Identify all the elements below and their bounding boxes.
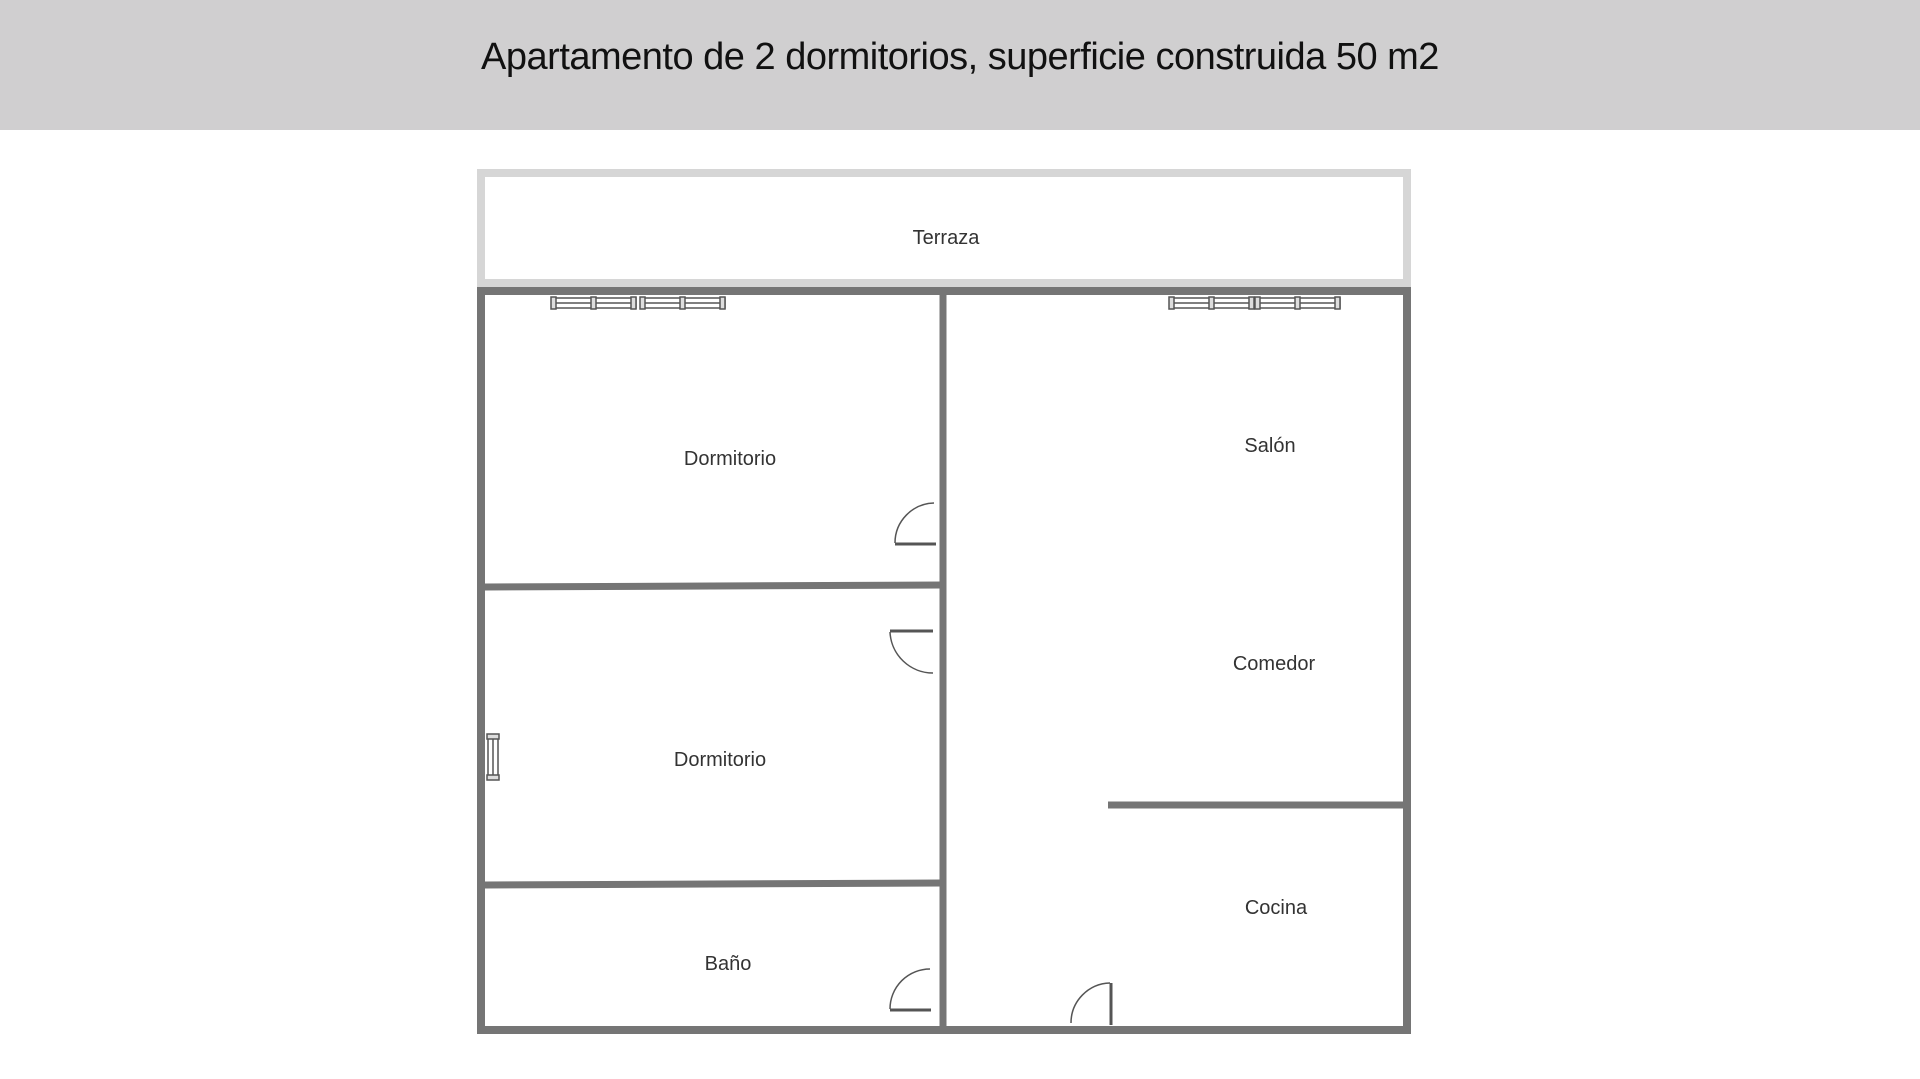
room-label-terrace: Terraza xyxy=(912,227,980,249)
bedroom-divider-wall xyxy=(485,585,943,587)
window-bedroom-2 xyxy=(487,734,499,780)
room-label-bedroom-2: Dormitorio xyxy=(673,749,767,771)
door-bedroom-1 xyxy=(895,503,936,544)
door-bathroom xyxy=(890,969,931,1010)
door-bedroom-2 xyxy=(890,631,933,673)
window-bedroom-1 xyxy=(551,297,725,309)
door-entrance xyxy=(1071,983,1111,1025)
room-label-bedroom-1: Dormitorio xyxy=(683,448,777,470)
room-label-kitchen: Cocina xyxy=(1244,897,1308,919)
bathroom-wall xyxy=(485,883,943,885)
room-label-dining: Comedor xyxy=(1232,653,1316,675)
page-title: Apartamento de 2 dormitorios, superficie construida 50 m2 xyxy=(481,36,1439,78)
room-label-living: Salón xyxy=(1244,435,1296,457)
window-living xyxy=(1169,297,1340,309)
room-label-bathroom: Baño xyxy=(704,953,752,975)
